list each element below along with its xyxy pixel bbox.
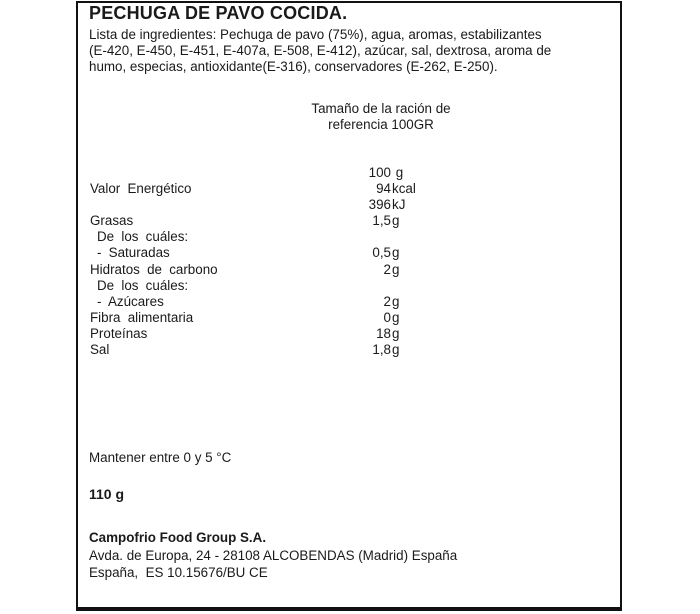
nutrition-value: 18 [376, 325, 391, 341]
nutrition-row [78, 245, 620, 261]
ingredients-text [89, 27, 612, 76]
nutrition-unit: g [392, 293, 400, 309]
nutrition-label: Hidratos de carbono [90, 261, 218, 277]
nutrition-label: - Saturadas [97, 245, 170, 261]
nutrition-row [78, 326, 620, 342]
nutrition-row [78, 181, 620, 197]
nutrition-label: Proteínas [90, 325, 148, 341]
nutrition-unit: kJ [392, 197, 406, 213]
nutrition-unit: g [392, 309, 400, 325]
manufacturer-block [89, 529, 612, 582]
nutrition-label: - Azúcares [97, 293, 164, 309]
nutrition-value: 0,5 [372, 245, 391, 261]
manufacturer-name: Campofrio Food Group S.A. [89, 530, 267, 546]
nutrition-row [78, 197, 620, 213]
net-weight: 110 g [89, 486, 125, 503]
serving-size-line: referencia 100GR [328, 116, 434, 132]
nutrition-label: Grasas [90, 213, 134, 229]
nutrition-label: Valor Energético [90, 181, 192, 197]
ingredients-line: Lista de ingredientes: Pechuga de pavo (75%), agua, aromas, estabilizantes [89, 27, 542, 42]
nutrition-row [78, 342, 620, 358]
nutrition-value: 0 [383, 309, 391, 325]
nutrition-value: 2 [383, 261, 391, 277]
nutrition-unit: g [392, 213, 400, 229]
nutrition-row [78, 262, 620, 278]
nutrition-value: 100 [368, 165, 391, 181]
nutrition-unit: g [392, 261, 400, 277]
nutrition-unit: kcal [392, 181, 416, 197]
nutrition-value: 1,5 [372, 213, 391, 229]
label-border-box [76, 1, 622, 611]
product-title: PECHUGA DE PAVO COCIDA. [89, 3, 348, 23]
manufacturer-address: Avda. de Europa, 24 - 28108 ALCOBENDAS (Madrid) España [89, 547, 458, 563]
nutrition-label: De los cuáles: [97, 277, 189, 293]
serving-size-header [271, 101, 491, 133]
nutrition-row [78, 278, 620, 294]
manufacturer-registration: España, ES 10.15676/BU CE [89, 565, 268, 581]
ingredients-line: humo, especias, antioxidante(E-316), conservadores (E-262, E-250). [89, 59, 498, 75]
nutrition-value: 94 [376, 181, 391, 197]
ingredients-line: (E-420, E-450, E-451, E-407a, E-508, E-412), azúcar, sal, dextrosa, aroma de [89, 43, 552, 59]
nutrition-row [78, 310, 620, 326]
serving-size-line: Tamaño de la ración de [311, 100, 451, 116]
nutrition-unit: g [392, 245, 400, 261]
nutrition-table [78, 165, 620, 358]
nutrition-row [78, 165, 620, 181]
nutrition-label: De los cuáles: [97, 229, 189, 245]
nutrition-unit: g [392, 342, 400, 358]
nutrition-row [78, 229, 620, 245]
nutrition-label: Fibra alimentaria [90, 309, 194, 325]
storage-instructions: Mantener entre 0 y 5 °C [89, 450, 232, 466]
nutrition-row [78, 294, 620, 310]
nutrition-row [78, 213, 620, 229]
nutrition-value: 396 [368, 197, 391, 213]
nutrition-value: 1,8 [372, 342, 391, 358]
nutrition-unit: g [392, 165, 404, 181]
nutrition-unit: g [392, 325, 400, 341]
nutrition-value: 2 [383, 293, 391, 309]
nutrition-label: Sal [90, 342, 110, 358]
